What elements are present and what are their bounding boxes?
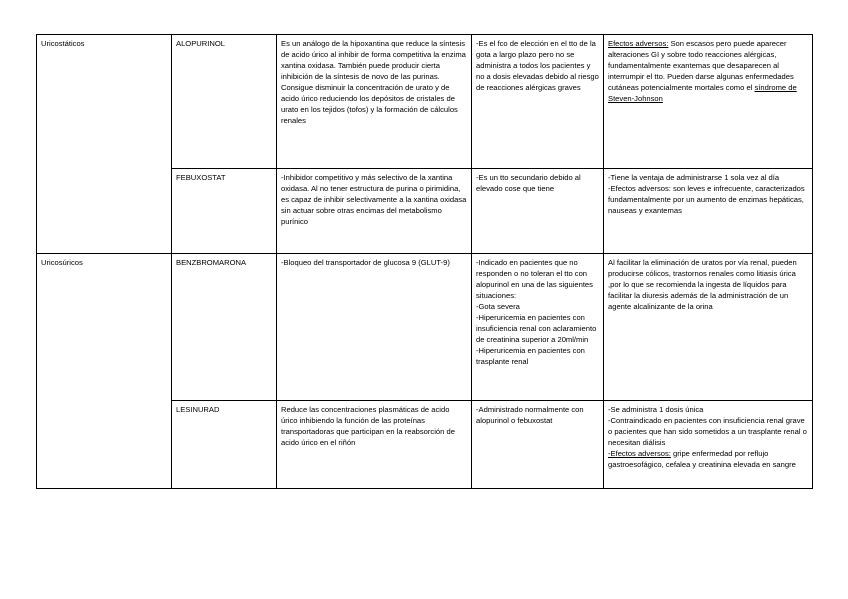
- mechanism-cell: -Inhibidor competitivo y más selectivo de la xantina oxidasa. Al no tener estructura de purina o pirimidina, es capaz de inhibir selectivamente a la xantina oxidasa sin actuar sobre otras encimas del metabolismo purínico: [277, 169, 472, 254]
- use-line: -Hiperuricemia en pacientes con insuficiencia renal con aclaramiento de creatinina superior a 20ml/min: [476, 313, 597, 344]
- table-row: [37, 35, 813, 169]
- mechanism-cell: -Bloqueo del transportador de glucosa 9 (GLUT-9): [277, 254, 472, 401]
- drug-name-cell: LESINURAD: [172, 401, 277, 489]
- mechanism-cell: Reduce las concentraciones plasmáticas de acido úrico inhibiendo la función de las proteínas transportadoras que participan en la reabsorción de acido úrico en el riñón: [277, 401, 472, 489]
- table-row: [37, 254, 813, 401]
- use-cell: -Es el fco de elección en el tto de la gota a largo plazo pero no se administra a todos los pacientes y no a dosis elevadas debido al riesgo de reacciones alérgicas graves: [472, 35, 604, 169]
- drug-table: [36, 34, 813, 489]
- category-cell: Uricostáticos: [37, 35, 172, 254]
- adverse-effects-label: -Efectos adversos:: [608, 449, 671, 458]
- use-cell: -Administrado normalmente con alopurinol o febuxostat: [472, 401, 604, 489]
- notes-text: Son escasos pero puede aparecer alteraciones GI y sobre todo reacciones alérgicas, fundamentalmente exantemas que desaparecen al interrumpir el tto. Pueden darse algunas enfermedades cutáneas potencialmente mortales como el: [608, 39, 794, 92]
- mechanism-cell: Es un análogo de la hipoxantina que reduce la síntesis de acido úrico al inhibir de forma competitiva la enzima xantina oxidasa. También puede producir cierta inhibición de la síntesis de novo de las purinas. Consigue disminuir la concentración de urato y de acido úrico reduciendo los depósitos de cristales de urato en los tejidos (tofos) y la formación de cálculos renales: [277, 35, 472, 169]
- use-line: -Gota severa: [476, 302, 520, 311]
- adverse-effects-label: Efectos adversos:: [608, 39, 669, 48]
- notes-text: gripe enfermedad por reflujo gastroesofágico, cefalea y creatinina elevada en sangre: [608, 449, 796, 469]
- syndrome-link-text: síndrome de Steven-Johnson: [608, 83, 797, 103]
- notes-cell: Al facilitar la eliminación de uratos por vía renal, pueden producirse cólicos, trastornos renales como litiasis úrica ,por lo que se recomienda la ingesta de líquidos para facilitar la diuresis además de la administración de un agente alcalinizante de la orina: [604, 254, 813, 401]
- notes-cell: [604, 401, 813, 489]
- notes-line: -Tiene la ventaja de administrarse 1 sola vez al día: [608, 173, 780, 182]
- notes-cell: [604, 169, 813, 254]
- notes-cell: [604, 35, 813, 169]
- notes-line: -Contraindicado en pacientes con insuficiencia renal grave o pacientes que han sido sometidos a un trasplante renal o necesitan diálisis: [608, 416, 807, 447]
- use-line: -Indicado en pacientes que no responden o no toleran el tto con alopurinol en una de las siguientes situaciones:: [476, 258, 593, 300]
- category-cell: Uricosúricos: [37, 254, 172, 489]
- drug-name-cell: FEBUXOSTAT: [172, 169, 277, 254]
- notes-line: -Efectos adversos: son leves e infrecuente, caracterizados fundamentalmente por un aumento de enzimas hepáticas, nauseas y exantemas: [608, 184, 805, 215]
- drug-name-cell: BENZBROMARONA: [172, 254, 277, 401]
- use-line: -Hiperuricemia en pacientes con trasplante renal: [476, 346, 585, 366]
- use-cell: -Es un tto secundario debido al elevado cose que tiene: [472, 169, 604, 254]
- notes-line: -Se administra 1 dosis única: [608, 405, 704, 414]
- use-cell: [472, 254, 604, 401]
- drug-name-cell: ALOPURINOL: [172, 35, 277, 169]
